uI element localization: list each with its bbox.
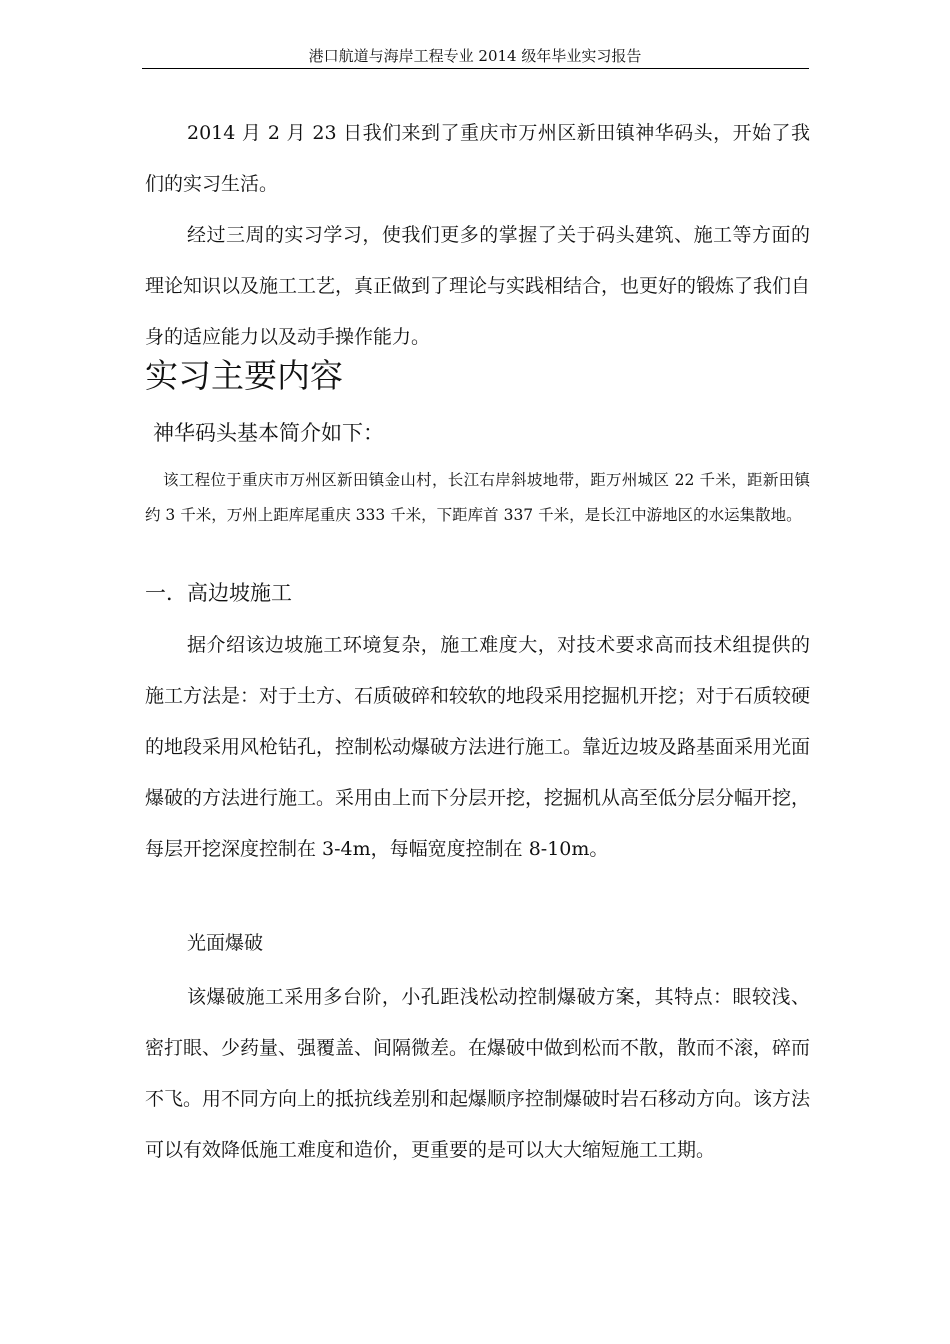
- slope-paragraph: 据介绍该边坡施工环境复杂，施工难度大，对技术要求高而技术组提供的施工方法是：对于土方、石质破碎和较软的地段采用挖掘机开挖；对于石质较硬的地段采用风枪钻孔，控制松动爆破方法进行施工。靠近边坡及路基面采用光面爆破的方法进行施工。采用由上而下分层开挖，挖掘机从高至低分层分幅开挖，每层开挖深度控制在 3-4m，每幅宽度控制在 8-10m。: [145, 634, 811, 860]
- section-one-body: [145, 620, 810, 875]
- intro-paragraph-1: 2014 月 2 月 23 日我们来到了重庆市万州区新田镇神华码头，开始了我们的实习生活。: [145, 122, 810, 195]
- section-heading-main: 实习主要内容: [145, 356, 343, 395]
- intro-paragraph-2: 经过三周的实习学习，使我们更多的掌握了关于码头建筑、施工等方面的理论知识以及施工工艺，真正做到了理论与实践相结合，也更好的锻炼了我们自身的适应能力以及动手操作能力。: [145, 224, 811, 348]
- project-intro-block: [145, 463, 810, 533]
- section-heading-slope: 一．高边坡施工: [145, 581, 292, 605]
- project-intro-paragraph: 该工程位于重庆市万州区新田镇金山村，长江右岸斜坡地带，距万州城区 22 千米，距新田镇约 3 千米，万州上距库尾重庆 333 千米，下距库首 337 千米，是长江中游地区的水运集散地。: [145, 471, 810, 524]
- intro-section: [145, 108, 810, 363]
- subheading-intro: 神华码头基本简介如下：: [153, 421, 384, 445]
- section-one-heading-block: [145, 578, 810, 608]
- main-subsection: [145, 418, 810, 448]
- blasting-subsection: [145, 918, 810, 969]
- blasting-label: 光面爆破: [187, 932, 264, 954]
- header-title: 港口航道与海岸工程专业 2014 级年毕业实习报告: [308, 47, 642, 65]
- header-rule: [142, 68, 809, 69]
- blasting-body: [145, 972, 810, 1176]
- blasting-paragraph: 该爆破施工采用多台阶，小孔距浅松动控制爆破方案，其特点：眼较浅、密打眼、少药量、强覆盖、间隔微差。在爆破中做到松而不散，散而不滚，碎而不飞。用不同方向上的抵抗线差别和起爆顺序控制爆破时岩石移动方向。该方法可以有效降低施工难度和造价，更重要的是可以大大缩短施工工期。: [145, 986, 811, 1161]
- main-content-section: [145, 354, 810, 398]
